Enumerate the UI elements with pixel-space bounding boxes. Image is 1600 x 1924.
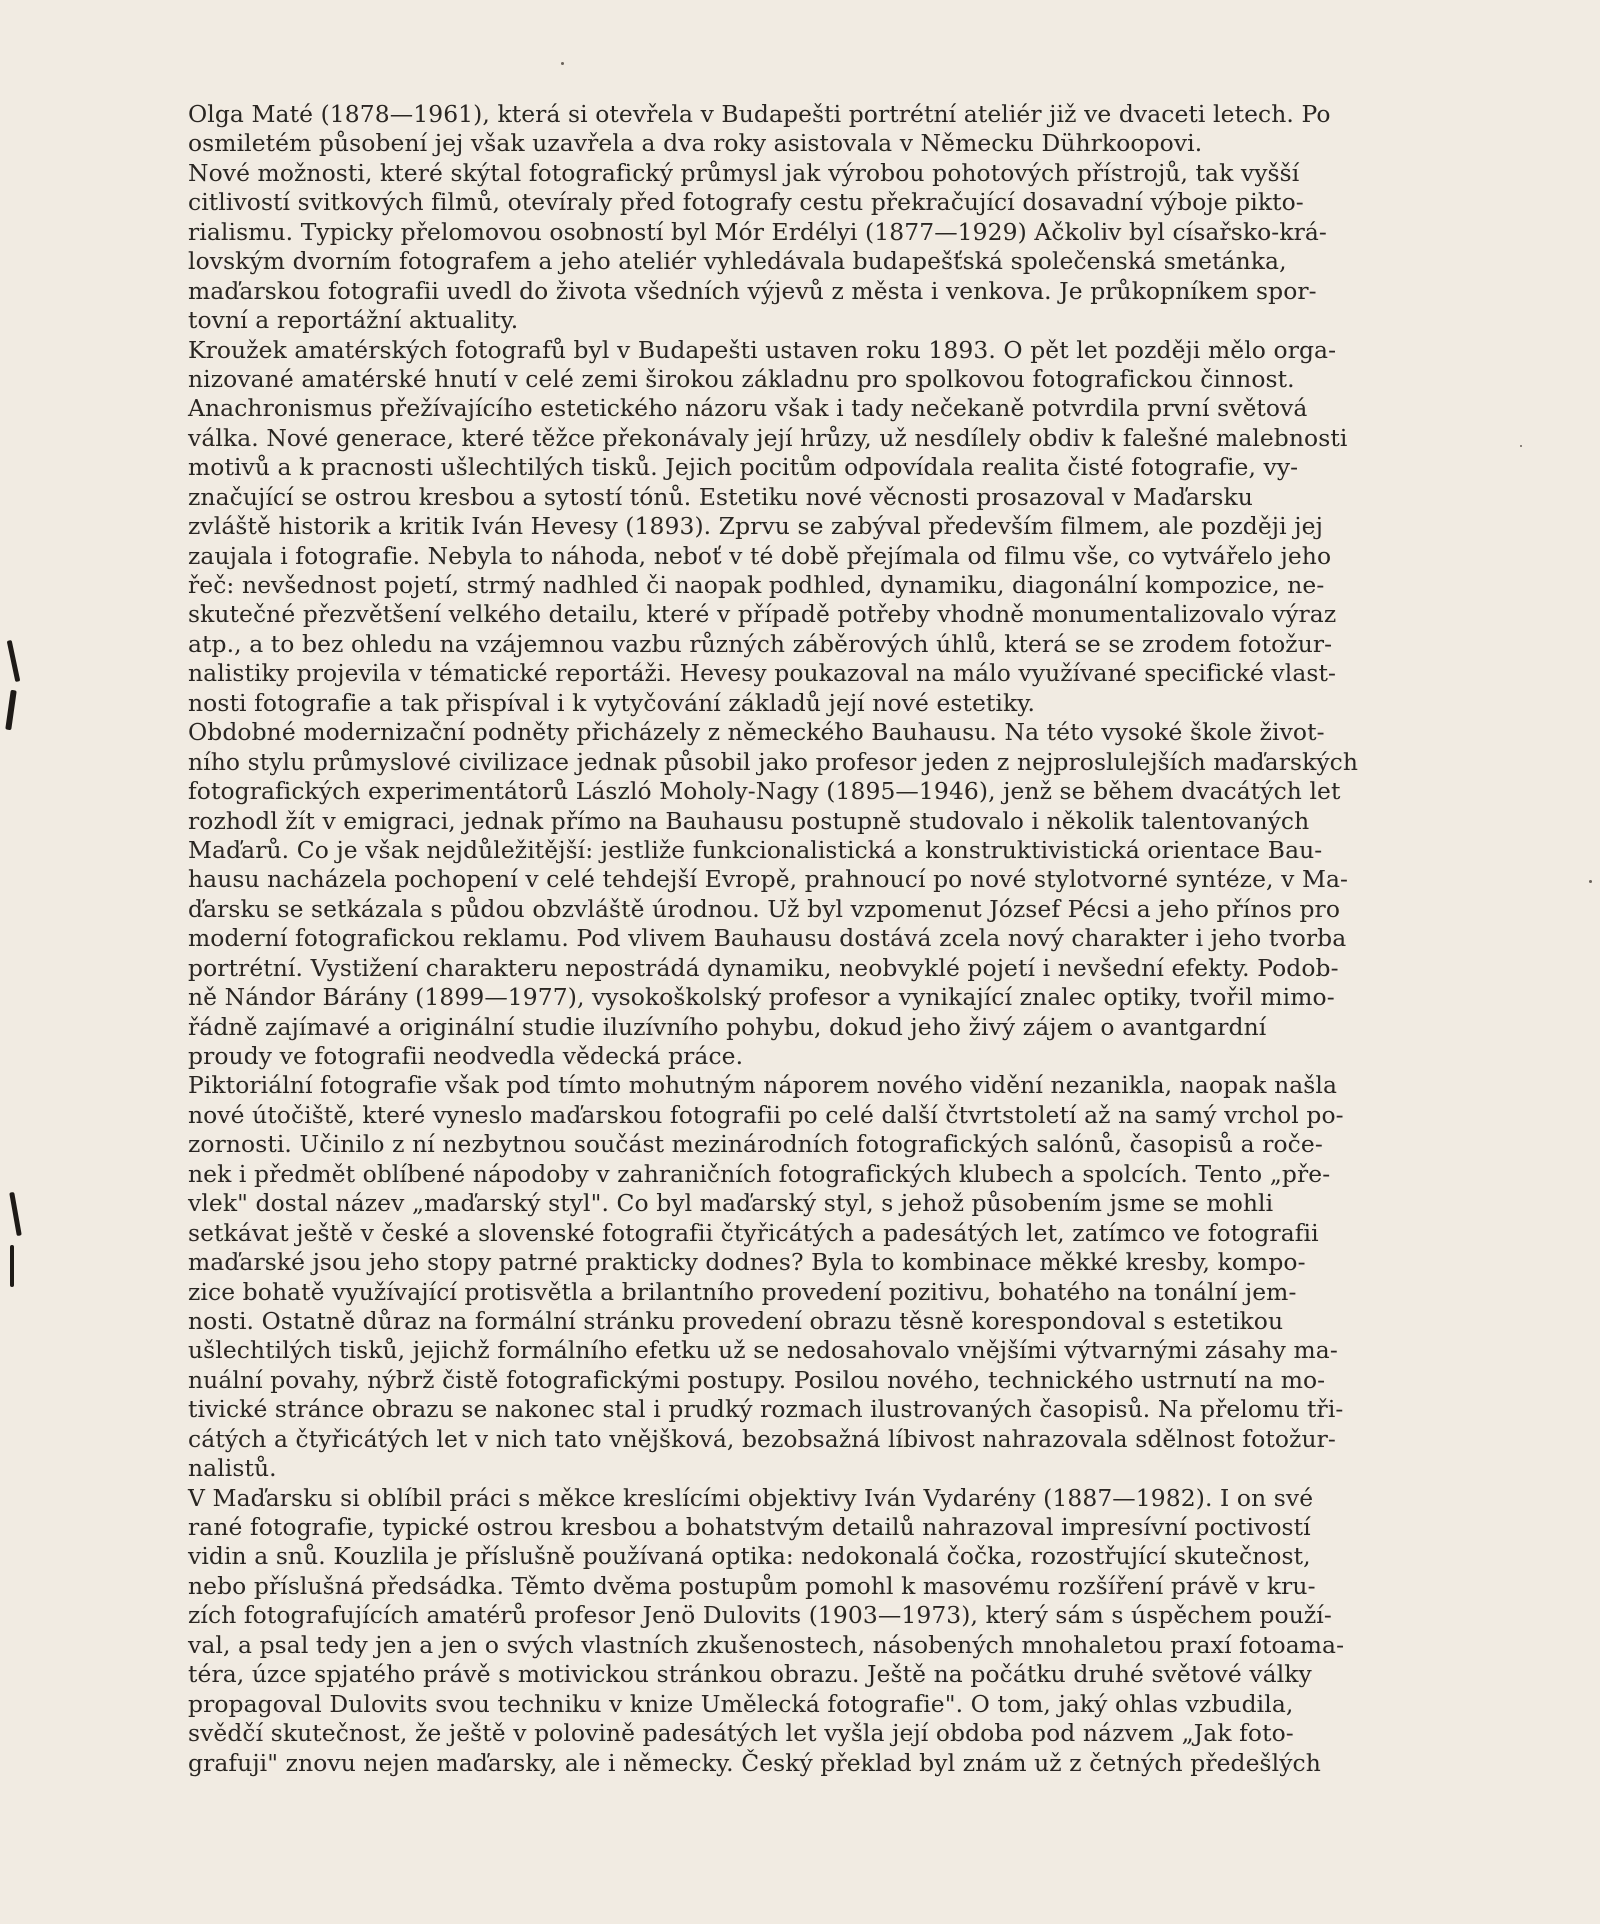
text-line: nebo příslušná předsádka. Těmto dvěma postupům pomohl k masovému rozšíření právě v kru- [188, 1571, 1316, 1600]
text-line: maďarské jsou jeho stopy patrné prakticky dodnes? Byla to kombinace měkké kresby, kompo- [188, 1248, 1306, 1277]
text-line: Anachronismus přežívajícího estetického názoru však i tady nečekaně potvrdila první světová [188, 394, 1308, 423]
text-line: nalistiky projevila v tématické reportáži. Hevesy poukazoval na málo využívané specifické vlast- [188, 659, 1336, 688]
text-line: maďarskou fotografii uvedl do života všedních výjevů z města i venkova. Je průkopníkem spor- [188, 276, 1317, 305]
text-line: značující se ostrou kresbou a sytostí tónů. Estetiku nové věcnosti prosazoval v Maďarsku [188, 482, 1253, 511]
text-line: val, a psal tedy jen a jen o svých vlastních zkušenostech, násobených mnohaletou praxí fotoama- [188, 1630, 1345, 1659]
text-line: nek i předmět oblíbené nápodoby v zahraničních fotografických klubech a spolcích. Tento „pře- [188, 1159, 1331, 1188]
text-line: ně Nándor Bárány (1899—1977), vysokoškolský profesor a vynikající znalec optiky, tvořil mimo- [188, 983, 1335, 1012]
text-line: řeč: nevšednost pojetí, strmý nadhled či naopak podhled, dynamiku, diagonální kompozice, ne- [188, 571, 1325, 599]
text-line: ďarsku se setkázala s půdou obzvláště úrodnou. Už byl vzpomenut József Pécsi a jeho přínos pro [188, 894, 1341, 923]
text-line: cátých a čtyřicátých let v nich tato vnějšková, bezobsažná líbivost nahrazovala sdělnost fotožur- [188, 1424, 1336, 1453]
text-line: nizované amatérské hnutí v celé zemi širokou základnu pro spolkovou fotografickou činnost. [188, 364, 1295, 393]
text-line: zích fotografujících amatérů profesor Jenö Dulovits (1903—1973), který sám s úspěchem použí- [188, 1601, 1332, 1630]
text-line: ušlechtilých tisků, jejichž formálního efetku už se nedosahovalo vnějšími výtvarnými zásahy ma- [188, 1336, 1338, 1365]
text-line: fotografických experimentátorů László Moholy-Nagy (1895—1946), jenž se během dvacátých let [188, 777, 1341, 806]
text-line: V Maďarsku si oblíbil práci s měkce kreslícími objektivy Iván Vydarény (1887—1982). I on své [188, 1483, 1314, 1512]
text-line: zvláště historik a kritik Iván Hevesy (1893). Zprvu se zabýval především filmem, ale později jej [188, 512, 1323, 541]
text-line: rané fotografie, typické ostrou kresbou a bohatstvým detailů nahrazoval impresívní poctivostí [188, 1513, 1311, 1541]
text-line: Obdobné modernizační podněty přicházely z německého Bauhausu. Na této vysoké škole život- [188, 718, 1325, 747]
text-line: Olga Maté (1878—1961), která si otevřela v Budapešti portrétní ateliér již ve dvaceti letech. Po [188, 100, 1331, 128]
text-line: nové útočiště, které vyneslo maďarskou fotografii po celé další čtvrtstoletí až na samý vrchol po- [188, 1100, 1344, 1129]
text-line: hausu nacházela pochopení v celé tehdejší Evropě, prahnoucí po nové stylotvorné syntéze, v Ma- [188, 865, 1349, 894]
text-line: zaujala i fotografie. Nebyla to náhoda, neboť v té době přejímala od filmu vše, co vytvářelo jeho [188, 541, 1332, 570]
text-line: Nové možnosti, které skýtal fotografický průmysl jak výrobou pohotových přístrojů, tak vyšší [188, 158, 1300, 187]
text-line: svědčí skutečnost, že ještě v polovině padesátých let vyšla její obdoba pod názvem „Jak foto- [188, 1719, 1294, 1748]
text-line: Kroužek amatérských fotografů byl v Budapešti ustaven roku 1893. O pět let později mělo orga- [188, 335, 1337, 364]
text-line: tovní a reportážní aktuality. [188, 306, 519, 335]
text-line: propagoval Dulovits svou techniku v knize Umělecká fotografie". O tom, jaký ohlas vzbudila, [188, 1689, 1294, 1718]
text-line: citlivostí svitkových filmů, otevíraly před fotografy cestu překračující dosavadní výboje pikto- [188, 188, 1304, 217]
text-line: tivické stránce obrazu se nakonec stal i prudký rozmach ilustrovaných časopisů. Na přelomu tři- [188, 1395, 1344, 1424]
text-line: ního stylu průmyslové civilizace jednak působil jako profesor jeden z nejproslulejších maďarských [188, 747, 1359, 776]
text-line: osmiletém působení jej však uzavřela a dva roky asistovala v Německu Dührkoopovi. [188, 129, 1203, 158]
text-line: nalistů. [188, 1454, 277, 1483]
paper-speck [1520, 445, 1522, 447]
text-line: nuální povahy, nýbrž čistě fotografickými postupy. Posilou nového, technického ustrnutí na mo- [188, 1365, 1326, 1394]
text-line: zornosti. Učinilo z ní nezbytnou součást mezinárodních fotografických salónů, časopisů a roče- [188, 1130, 1323, 1159]
text-line: skutečné přezvětšení velkého detailu, které v případě potřeby vhodně monumentalizovalo výraz [188, 600, 1337, 629]
text-line: setkávat ještě v české a slovenské fotografii čtyřicátých a padesátých let, zatímco ve fotografii [188, 1218, 1319, 1247]
margin-mark [9, 1192, 22, 1236]
margin-mark [10, 1245, 14, 1287]
text-line: nosti. Ostatně důraz na formální stránku provedení obrazu těsně korespondoval s estetikou [188, 1306, 1284, 1335]
text-line: řádně zajímavé a originální studie iluzívního pohybu, dokud jeho živý zájem o avantgardní [188, 1012, 1267, 1041]
text-line: zice bohatě využívající protisvětla a brilantního provedení pozitivu, bohatého na tonální jem- [188, 1277, 1297, 1306]
paper-speck [1589, 880, 1592, 883]
text-line: lovským dvorním fotografem a jeho ateliér vyhledávala budapešťská společenská smetánka, [188, 247, 1287, 276]
text-line: rozhodl žít v emigraci, jednak přímo na Bauhausu postupně studovalo i několik talentovaných [188, 806, 1310, 835]
text-line: motivů a k pracnosti ušlechtilých tisků. Jejich pocitům odpovídala realita čisté fotografie, vy- [188, 453, 1299, 482]
text-line: proudy ve fotografii neodvedla vědecká práce. [188, 1042, 744, 1070]
text-line: nosti fotografie a tak přispíval i k vytyčování základů její nové estetiky. [188, 688, 1036, 717]
text-line: Piktoriální fotografie však pod tímto mohutným náporem nového vidění nezanikla, naopak našla [188, 1071, 1338, 1100]
margin-mark [7, 640, 21, 682]
margin-mark [5, 690, 17, 730]
text-line: vidin a snů. Kouzlila je příslušně používaná optika: nedokonalá čočka, rozostřující skutečnost, [188, 1542, 1311, 1571]
text-line: téra, úzce spjatého právě s motivickou stránkou obrazu. Ještě na počátku druhé světové války [188, 1660, 1312, 1689]
text-line: grafuji" znovu nejen maďarsky, ale i německy. Český překlad byl znám už z četných předešlých [188, 1748, 1321, 1777]
text-line: atp., a to bez ohledu na vzájemnou vazbu různých záběrových úhlů, která se se zrodem fotožur- [188, 629, 1333, 658]
text-line: moderní fotografickou reklamu. Pod vlivem Bauhausu dostává zcela nový charakter i jeho tvorba [188, 924, 1347, 953]
text-line: portrétní. Vystižení charakteru nepostrádá dynamiku, neobvyklé pojetí i nevšední efekty. Podob- [188, 953, 1339, 982]
paper-speck [561, 62, 564, 65]
text-line: rialismu. Typicky přelomovou osobností byl Mór Erdélyi (1877—1929) Ačkoliv byl císařsko-krá- [188, 217, 1327, 246]
text-line: vlek" dostal název „maďarský styl". Co byl maďarský styl, s jehož působením jsme se mohli [188, 1189, 1274, 1218]
text-line: Maďarů. Co je však nejdůležitější: jestliže funkcionalistická a konstruktivistická orientace Bau- [188, 835, 1323, 864]
text-line: válka. Nové generace, které těžce překonávaly její hrůzy, už nesdílely obdiv k falešné malebnosti [188, 423, 1348, 452]
article-text [188, 100, 1471, 1778]
